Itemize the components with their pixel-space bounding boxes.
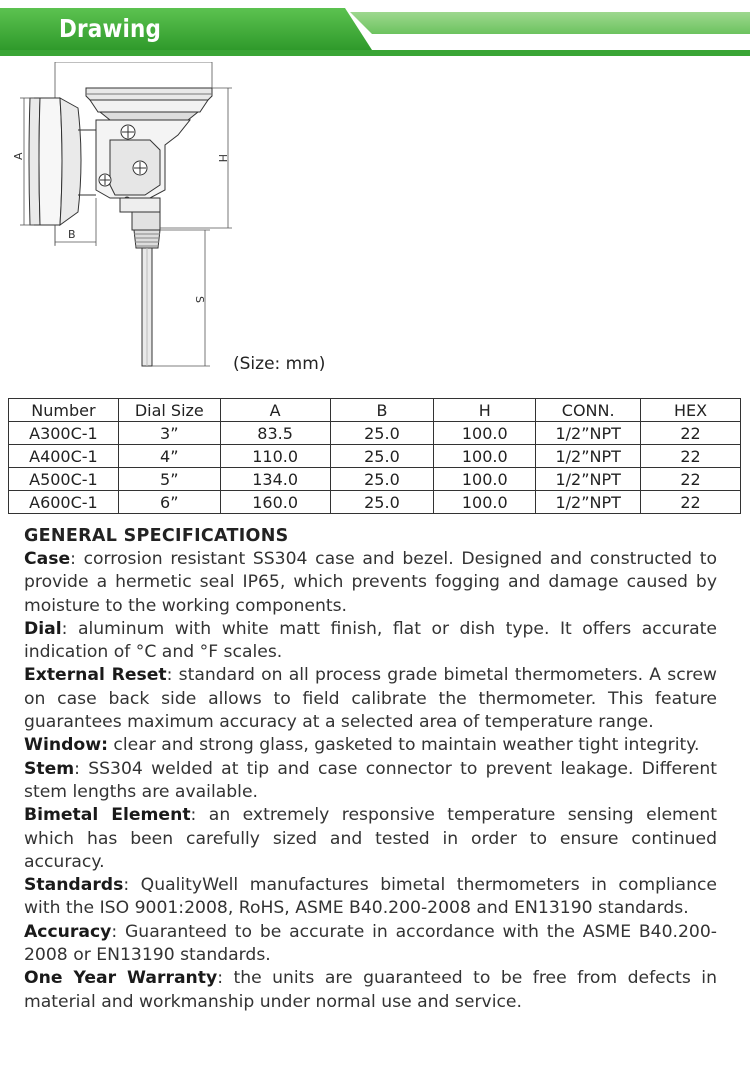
column-header: H — [434, 399, 536, 422]
spec-term: One Year Warranty — [24, 968, 218, 989]
spec-item-window — [24, 734, 717, 757]
table-cell: 160.0 — [220, 491, 330, 514]
table-cell: A600C-1 — [9, 491, 119, 514]
spec-term: Accuracy — [24, 921, 112, 942]
dimension-label-b: B — [68, 228, 76, 241]
spec-item-dial: Dial: aluminum with white matt finish, flat or dish type. It offers accurate indication of °C and °F scales. — [24, 618, 717, 663]
table-cell: 25.0 — [330, 468, 434, 491]
header-strip-light — [350, 12, 750, 34]
spec-item-case: Case: corrosion resistant SS304 case and bezel. Designed and constructed to provide a hermetic seal IP65, which prevents fogging and damage caused by moisture to the working components. — [24, 549, 717, 616]
table-cell: 100.0 — [434, 422, 536, 445]
spec-text: aluminum with white matt finish, flat or dish type. It offers accurate indication of °C and °F scales. — [24, 618, 717, 663]
table-cell: A500C-1 — [9, 468, 119, 491]
size-note: (Size: mm) — [233, 354, 326, 374]
spec-term: Standards — [24, 875, 124, 896]
spec-term: Stem — [24, 758, 75, 779]
spec-text: standard on all process grade bimetal thermometers. A screw on case back side allows to field calibrate the thermometer. This feature guarantees maximum accuracy at a selected area of temperature range. — [24, 665, 717, 733]
spec-term: External Reset — [24, 665, 167, 686]
technical-drawing — [0, 62, 750, 392]
table-cell: 22 — [641, 422, 741, 445]
table-cell: 4” — [118, 445, 220, 468]
table-cell: 3” — [118, 422, 220, 445]
table-cell: 100.0 — [434, 468, 536, 491]
spec-item-stem: Stem: SS304 welded at tip and case connector to prevent leakage. Different stem lengths are available. — [24, 758, 717, 802]
dimension-label-h: H — [216, 154, 229, 163]
table-cell: 1/2”NPT — [536, 422, 641, 445]
spec-item-standards: Standards: QualityWell manufactures bimetal thermometers in compliance with the ISO 9001:2008, RoHS, ASME B40.200-2008 and EN13190 standards. — [24, 875, 717, 919]
spec-text: SS304 welded at tip and case connector to prevent leakage. Different stem lengths are available. — [24, 758, 717, 802]
spec-text: clear and strong glass, gasketed to maintain weather tight integrity. — [113, 735, 700, 756]
spec-item-warranty: One Year Warranty: the units are guaranteed to be free from defects in material and workmanship under normal use and service. — [24, 968, 717, 1012]
column-header: CONN. — [536, 399, 641, 422]
table-cell: 100.0 — [434, 445, 536, 468]
table-cell: 1/2”NPT — [536, 491, 641, 514]
table-cell: 22 — [641, 491, 741, 514]
spec-text: corrosion resistant SS304 case and bezel. Designed and constructed to provide a hermetic seal IP65, which prevents fogging and damage caused by moisture to the working components. — [24, 549, 717, 616]
column-header: A — [220, 399, 330, 422]
spec-text: an extremely responsive temperature sensing element which has been carefully sized and tested in order to ensure continued accuracy. — [24, 805, 717, 872]
header-tab — [0, 8, 372, 50]
header-underline — [0, 50, 750, 56]
model-table — [8, 398, 741, 514]
table-cell: 22 — [641, 445, 741, 468]
table-cell: 110.0 — [220, 445, 330, 468]
table-cell: A400C-1 — [9, 445, 119, 468]
table-cell: 22 — [641, 468, 741, 491]
table-cell: 100.0 — [434, 491, 536, 514]
spec-term: Case — [24, 549, 71, 569]
table-cell: 25.0 — [330, 491, 434, 514]
table-cell: 6” — [118, 491, 220, 514]
table-cell: 25.0 — [330, 422, 434, 445]
column-header: HEX — [641, 399, 741, 422]
column-header: B — [330, 399, 434, 422]
table-cell: A300C-1 — [9, 422, 119, 445]
table-row — [9, 491, 741, 514]
page-title: Drawing — [59, 14, 162, 43]
spec-term: Bimetal Element — [24, 805, 191, 826]
general-specifications — [24, 524, 717, 1014]
spec-text: Guaranteed to be accurate in accordance with the ASME B40.200-2008 or EN13190 standards. — [24, 921, 717, 966]
table-cell: 5” — [118, 468, 220, 491]
table-cell: 1/2”NPT — [536, 468, 641, 491]
header-banner — [0, 0, 750, 62]
table-cell: 134.0 — [220, 468, 330, 491]
table-header-row — [9, 399, 741, 422]
spec-text: QualityWell manufactures bimetal thermometers in compliance with the ISO 9001:2008, RoHS, ASME B40.200-2008 and EN13190 standards. — [24, 875, 717, 919]
table-row — [9, 422, 741, 445]
spec-item-external-reset: External Reset: standard on all process grade bimetal thermometers. A screw on case back side allows to field calibrate the thermometer. This feature guarantees maximum accuracy at a selected area of temperature range. — [24, 665, 717, 733]
table-cell: 83.5 — [220, 422, 330, 445]
table-cell: 1/2”NPT — [536, 445, 641, 468]
dimension-label-a: A — [12, 152, 25, 160]
spec-text: the units are guaranteed to be free from defects in material and workmanship under normal use and service. — [24, 968, 717, 1012]
spec-item-bimetal-element: Bimetal Element: an extremely responsive temperature sensing element which has been carefully sized and tested in order to ensure continued accuracy. — [24, 805, 717, 872]
column-header: Number — [9, 399, 119, 422]
dimension-label-s: S — [193, 296, 206, 303]
column-header: Dial Size — [118, 399, 220, 422]
spec-term: Window: — [24, 735, 108, 756]
specs-title: GENERAL SPECIFICATIONS — [24, 526, 289, 546]
spec-term: Dial — [24, 618, 62, 639]
spec-item-accuracy: Accuracy: Guaranteed to be accurate in accordance with the ASME B40.200-2008 or EN13190 standards. — [24, 921, 717, 966]
table-cell: 25.0 — [330, 445, 434, 468]
table-row — [9, 468, 741, 491]
table-row — [9, 445, 741, 468]
thermometer-drawing — [0, 62, 750, 392]
